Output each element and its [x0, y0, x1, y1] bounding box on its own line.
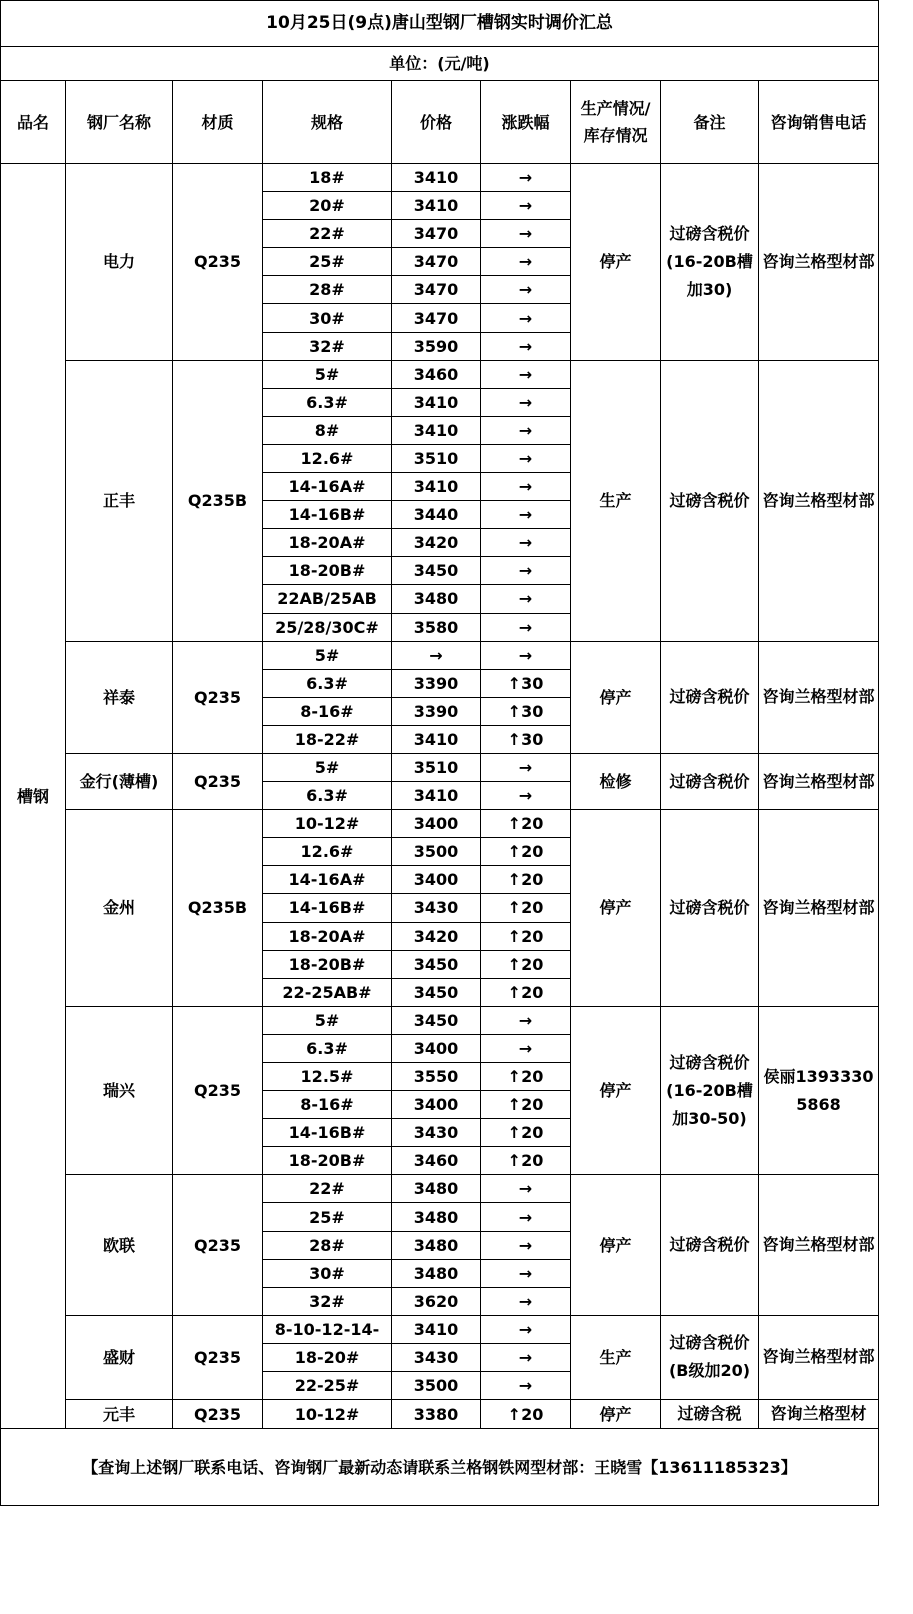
- spec-cell: 18#: [263, 164, 392, 192]
- mill-note: 过磅含税价(16-20B槽加30): [661, 164, 759, 361]
- header-status: 生产情况/库存情况: [571, 81, 661, 164]
- change-cell: →: [481, 782, 571, 810]
- price-cell: 3430: [392, 1119, 481, 1147]
- change-cell: ↑20: [481, 838, 571, 866]
- mill-material: Q235B: [173, 810, 263, 1007]
- spec-cell: 22#: [263, 1175, 392, 1203]
- price-cell: 3440: [392, 501, 481, 529]
- spec-cell: 25/28/30C#: [263, 613, 392, 641]
- spec-cell: 5#: [263, 360, 392, 388]
- price-cell: 3470: [392, 276, 481, 304]
- spec-cell: 32#: [263, 332, 392, 360]
- price-cell: 3390: [392, 697, 481, 725]
- change-cell: →: [481, 641, 571, 669]
- spec-cell: 22#: [263, 220, 392, 248]
- mill-material: Q235: [173, 753, 263, 809]
- mill-name: 电力: [66, 164, 173, 361]
- mill-note: 过磅含税价: [661, 360, 759, 641]
- product-name: 槽钢: [1, 164, 66, 1429]
- mill-contact: 咨询兰格型材部: [759, 360, 879, 641]
- price-cell: 3390: [392, 669, 481, 697]
- price-cell: 3450: [392, 978, 481, 1006]
- change-cell: →: [481, 1231, 571, 1259]
- header-contact: 咨询销售电话: [759, 81, 879, 164]
- mill-contact: 咨询兰格型材: [759, 1400, 879, 1429]
- price-cell: 3450: [392, 1006, 481, 1034]
- change-cell: ↑20: [481, 810, 571, 838]
- change-cell: →: [481, 444, 571, 472]
- price-cell: 3590: [392, 332, 481, 360]
- price-cell: 3420: [392, 529, 481, 557]
- header-material: 材质: [173, 81, 263, 164]
- change-cell: ↑20: [481, 978, 571, 1006]
- mill-contact: 咨询兰格型材部: [759, 1315, 879, 1399]
- change-cell: ↑20: [481, 1063, 571, 1091]
- change-cell: →: [481, 473, 571, 501]
- mill-name: 金行(薄槽): [66, 753, 173, 809]
- price-cell: 3410: [392, 416, 481, 444]
- spec-cell: 18-20B#: [263, 557, 392, 585]
- mill-contact: 咨询兰格型材部: [759, 1175, 879, 1315]
- change-cell: ↑20: [481, 1400, 571, 1429]
- table-row: [1, 360, 879, 388]
- spec-cell: 6.3#: [263, 669, 392, 697]
- mill-name: 祥泰: [66, 641, 173, 753]
- price-cell: 3380: [392, 1400, 481, 1429]
- mill-name: 正丰: [66, 360, 173, 641]
- header-note: 备注: [661, 81, 759, 164]
- price-cell: 3580: [392, 613, 481, 641]
- change-cell: →: [481, 1372, 571, 1400]
- change-cell: →: [481, 192, 571, 220]
- change-cell: →: [481, 753, 571, 781]
- change-cell: →: [481, 1315, 571, 1343]
- spec-cell: 8-16#: [263, 1091, 392, 1119]
- header-price: 价格: [392, 81, 481, 164]
- header-change: 涨跌幅: [481, 81, 571, 164]
- header-mill-name: 钢厂名称: [66, 81, 173, 164]
- change-cell: →: [481, 388, 571, 416]
- price-cell: 3400: [392, 1034, 481, 1062]
- spec-cell: 14-16B#: [263, 1119, 392, 1147]
- spec-cell: 8-10-12-14-: [263, 1315, 392, 1343]
- mill-note: 过磅含税价: [661, 810, 759, 1007]
- spec-cell: 5#: [263, 641, 392, 669]
- mill-note: 过磅含税价: [661, 753, 759, 809]
- change-cell: →: [481, 276, 571, 304]
- mill-material: Q235: [173, 164, 263, 361]
- price-cell: 3410: [392, 782, 481, 810]
- spec-cell: 12.5#: [263, 1063, 392, 1091]
- mill-material: Q235: [173, 1006, 263, 1175]
- mill-note: 过磅含税价(16-20B槽加30-50): [661, 1006, 759, 1175]
- price-cell: 3410: [392, 725, 481, 753]
- header-spec: 规格: [263, 81, 392, 164]
- mill-material: Q235: [173, 1175, 263, 1315]
- price-cell: 3500: [392, 1372, 481, 1400]
- spec-cell: 18-20A#: [263, 922, 392, 950]
- change-cell: ↑20: [481, 894, 571, 922]
- price-cell: 3410: [392, 164, 481, 192]
- spec-cell: 10-12#: [263, 810, 392, 838]
- change-cell: ↑20: [481, 1147, 571, 1175]
- table-row: [1, 641, 879, 669]
- mill-status: 生产: [571, 360, 661, 641]
- spec-cell: 25#: [263, 1203, 392, 1231]
- change-cell: →: [481, 585, 571, 613]
- price-cell: 3470: [392, 304, 481, 332]
- change-cell: ↑20: [481, 1119, 571, 1147]
- mill-status: 停产: [571, 1400, 661, 1429]
- spec-cell: 12.6#: [263, 444, 392, 472]
- mill-note: 过磅含税价: [661, 1175, 759, 1315]
- change-cell: ↑20: [481, 866, 571, 894]
- mill-contact: 咨询兰格型材部: [759, 164, 879, 361]
- spec-cell: 32#: [263, 1287, 392, 1315]
- mill-material: Q235B: [173, 360, 263, 641]
- spec-cell: 12.6#: [263, 838, 392, 866]
- spec-cell: 10-12#: [263, 1400, 392, 1429]
- mill-status: 停产: [571, 1175, 661, 1315]
- change-cell: →: [481, 164, 571, 192]
- spec-cell: 14-16B#: [263, 501, 392, 529]
- price-cell: 3430: [392, 1343, 481, 1371]
- price-cell: 3420: [392, 922, 481, 950]
- change-cell: →: [481, 1006, 571, 1034]
- spec-cell: 22-25#: [263, 1372, 392, 1400]
- spec-cell: 22-25AB#: [263, 978, 392, 1006]
- mill-status: 停产: [571, 810, 661, 1007]
- price-cell: 3460: [392, 1147, 481, 1175]
- mill-contact: 咨询兰格型材部: [759, 641, 879, 753]
- price-cell: 3410: [392, 473, 481, 501]
- change-cell: →: [481, 1287, 571, 1315]
- price-cell: →: [392, 641, 481, 669]
- mill-name: 金州: [66, 810, 173, 1007]
- change-cell: →: [481, 1343, 571, 1371]
- footer-contact-note: 【查询上述钢厂联系电话、咨询钢厂最新动态请联系兰格钢铁网型材部：王晓雪【13611185323】: [1, 1429, 879, 1506]
- mill-name: 欧联: [66, 1175, 173, 1315]
- table-row: [1, 753, 879, 781]
- price-cell: 3480: [392, 1231, 481, 1259]
- mill-contact: 侯丽13933305868: [759, 1006, 879, 1175]
- table-row: [1, 1006, 879, 1034]
- mill-note: 过磅含税价(B级加20): [661, 1315, 759, 1399]
- change-cell: →: [481, 1034, 571, 1062]
- spec-cell: 6.3#: [263, 782, 392, 810]
- price-cell: 3400: [392, 866, 481, 894]
- unit-label: 单位：(元/吨): [1, 47, 879, 81]
- mill-material: Q235: [173, 1400, 263, 1429]
- change-cell: →: [481, 1259, 571, 1287]
- change-cell: →: [481, 416, 571, 444]
- table-row: [1, 1400, 879, 1429]
- change-cell: ↑30: [481, 697, 571, 725]
- change-cell: ↑30: [481, 725, 571, 753]
- mill-note: 过磅含税价: [661, 641, 759, 753]
- mill-contact: 咨询兰格型材部: [759, 753, 879, 809]
- spec-cell: 28#: [263, 276, 392, 304]
- mill-name: 瑞兴: [66, 1006, 173, 1175]
- spec-cell: 8-16#: [263, 697, 392, 725]
- spec-cell: 6.3#: [263, 1034, 392, 1062]
- price-cell: 3510: [392, 444, 481, 472]
- change-cell: →: [481, 220, 571, 248]
- spec-cell: 18-20A#: [263, 529, 392, 557]
- mill-name: 元丰: [66, 1400, 173, 1429]
- spec-cell: 18-20#: [263, 1343, 392, 1371]
- change-cell: →: [481, 1175, 571, 1203]
- price-cell: 3480: [392, 1259, 481, 1287]
- spec-cell: 14-16B#: [263, 894, 392, 922]
- change-cell: →: [481, 332, 571, 360]
- change-cell: →: [481, 248, 571, 276]
- price-cell: 3460: [392, 360, 481, 388]
- change-cell: ↑20: [481, 950, 571, 978]
- mill-material: Q235: [173, 641, 263, 753]
- mill-contact: 咨询兰格型材部: [759, 810, 879, 1007]
- mill-status: 停产: [571, 1006, 661, 1175]
- mill-status: 检修: [571, 753, 661, 809]
- page-title: 10月25日(9点)唐山型钢厂槽钢实时调价汇总: [1, 1, 879, 47]
- table-row: [1, 810, 879, 838]
- table-row: [1, 1315, 879, 1343]
- change-cell: ↑30: [481, 669, 571, 697]
- price-cell: 3410: [392, 388, 481, 416]
- price-cell: 3500: [392, 838, 481, 866]
- table-row: [1, 164, 879, 192]
- spec-cell: 25#: [263, 248, 392, 276]
- change-cell: →: [481, 613, 571, 641]
- price-cell: 3510: [392, 753, 481, 781]
- spec-cell: 22AB/25AB: [263, 585, 392, 613]
- price-cell: 3430: [392, 894, 481, 922]
- spec-cell: 20#: [263, 192, 392, 220]
- price-cell: 3470: [392, 248, 481, 276]
- change-cell: →: [481, 304, 571, 332]
- spec-cell: 14-16A#: [263, 473, 392, 501]
- header-row: [1, 81, 879, 164]
- spec-cell: 28#: [263, 1231, 392, 1259]
- spec-cell: 18-22#: [263, 725, 392, 753]
- spec-cell: 18-20B#: [263, 950, 392, 978]
- price-cell: 3480: [392, 1175, 481, 1203]
- spec-cell: 30#: [263, 304, 392, 332]
- header-product: 品名: [1, 81, 66, 164]
- price-cell: 3550: [392, 1063, 481, 1091]
- spec-cell: 14-16A#: [263, 866, 392, 894]
- change-cell: →: [481, 1203, 571, 1231]
- spec-cell: 18-20B#: [263, 1147, 392, 1175]
- mill-note: 过磅含税: [661, 1400, 759, 1429]
- mill-status: 生产: [571, 1315, 661, 1399]
- price-cell: 3620: [392, 1287, 481, 1315]
- spec-cell: 5#: [263, 1006, 392, 1034]
- price-cell: 3400: [392, 1091, 481, 1119]
- spec-cell: 6.3#: [263, 388, 392, 416]
- price-cell: 3480: [392, 585, 481, 613]
- change-cell: →: [481, 501, 571, 529]
- price-cell: 3400: [392, 810, 481, 838]
- price-cell: 3480: [392, 1203, 481, 1231]
- mill-status: 停产: [571, 641, 661, 753]
- spec-cell: 30#: [263, 1259, 392, 1287]
- price-cell: 3410: [392, 192, 481, 220]
- change-cell: ↑20: [481, 922, 571, 950]
- mill-status: 停产: [571, 164, 661, 361]
- change-cell: →: [481, 360, 571, 388]
- price-cell: 3450: [392, 950, 481, 978]
- table-row: [1, 1175, 879, 1203]
- change-cell: ↑20: [481, 1091, 571, 1119]
- change-cell: →: [481, 557, 571, 585]
- spec-cell: 8#: [263, 416, 392, 444]
- mill-name: 盛财: [66, 1315, 173, 1399]
- price-cell: 3410: [392, 1315, 481, 1343]
- price-cell: 3450: [392, 557, 481, 585]
- mill-material: Q235: [173, 1315, 263, 1399]
- price-cell: 3470: [392, 220, 481, 248]
- spec-cell: 5#: [263, 753, 392, 781]
- change-cell: →: [481, 529, 571, 557]
